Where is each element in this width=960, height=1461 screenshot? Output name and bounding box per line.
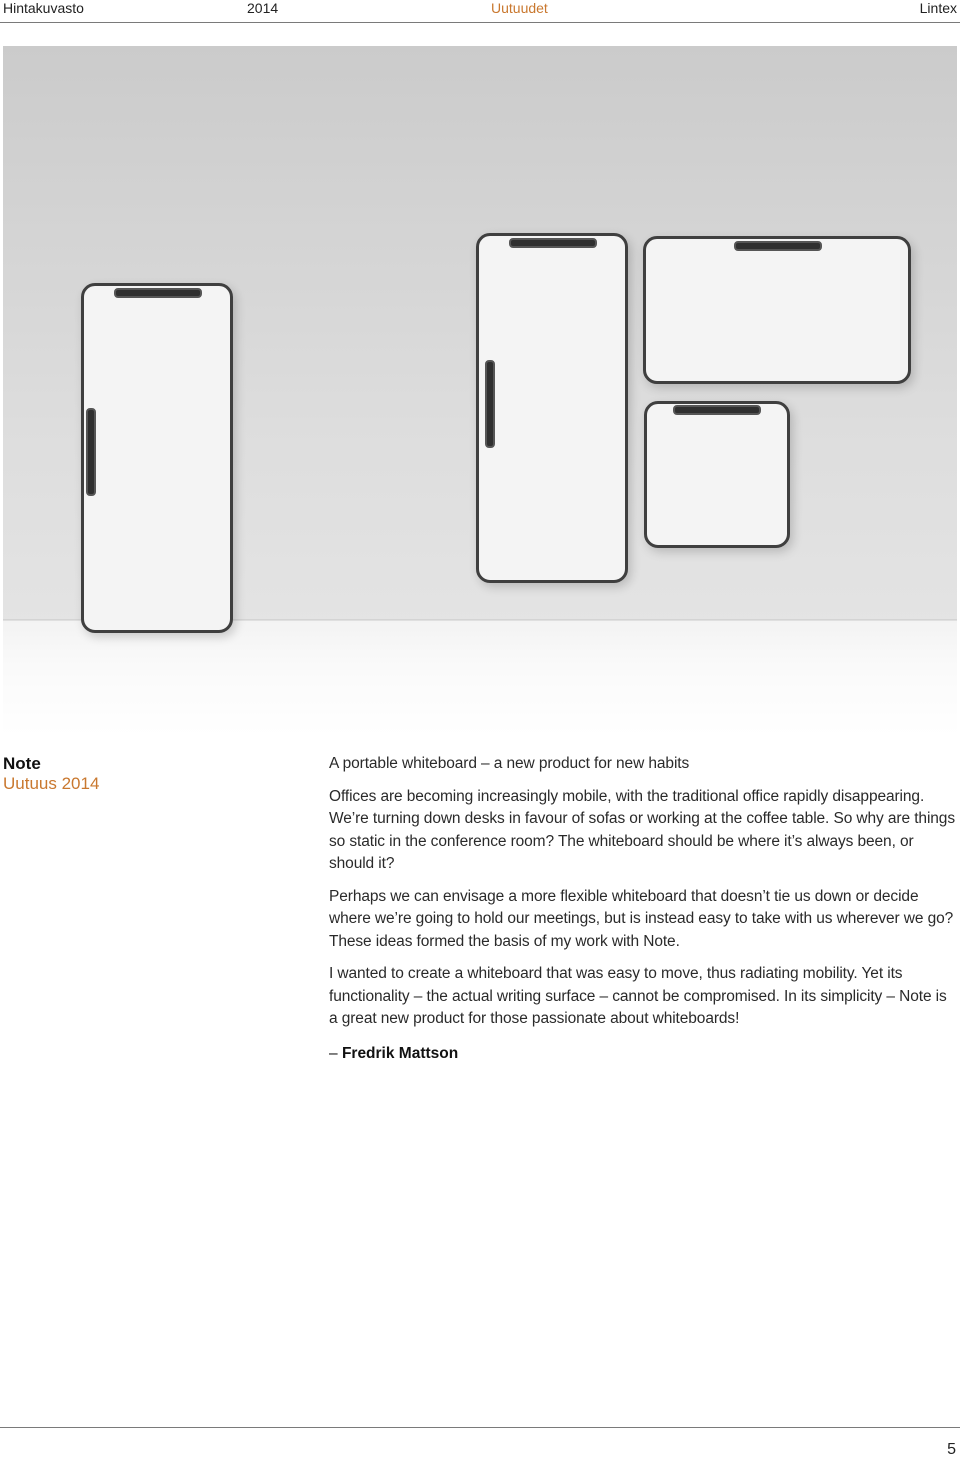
header-divider [0,22,960,23]
author-name: Fredrik Mattson [341,1045,459,1062]
board-handle-side [485,360,495,448]
product-name: Note [3,754,41,773]
article-lede: A portable whiteboard – a new product for new habits [329,755,690,772]
catalog-year: 2014 [247,0,279,16]
footer-divider [0,1427,960,1428]
article-paragraph-1: Offices are becoming increasingly mobile, with the traditional office rapidly disappearing. We’re turning down desks in favour of sofas or working at the coffee table. So why are things so static in the conference room? The whiteboard should be where it’s always been, or should it? [329,787,955,872]
article-body [329,753,955,1041]
board-handle-side [86,408,96,496]
catalog-title: Hintakuvasto [3,0,84,16]
brand-name: Lintex [919,0,957,16]
whiteboard-leaning-tall [81,283,233,633]
board-handle-top [114,288,202,298]
article-paragraph-3: I wanted to create a whiteboard that was easy to move, thus radiating mobility. Yet its functionality – the actual writing surface – cannot be compromised. In its simplicity – Note is a great new product for those passionate about whiteboards! [329,965,947,1027]
whiteboard-wall-small [644,401,790,548]
whiteboard-wall-tall [476,233,628,583]
whiteboard-wall-wide [643,236,911,384]
page-header [0,0,960,24]
article-paragraph-2: Perhaps we can envisage a more flexible whiteboard that doesn’t tie us down or decide where we’re going to hold our meetings, but is instead easy to take with us wherever we go? These ideas formed the basis of my work with Note. [329,887,954,950]
floor [3,621,957,736]
board-handle-top [734,241,822,251]
board-handle-top [673,405,761,415]
signature-dash: – [329,1045,338,1062]
page-number: 5 [947,1441,956,1458]
product-photo [3,46,957,736]
section-label: Uutuudet [491,0,548,16]
product-heading [3,754,303,794]
product-subtitle: Uutuus 2014 [3,774,100,793]
author-signature [329,1045,458,1063]
board-handle-top [509,238,597,248]
